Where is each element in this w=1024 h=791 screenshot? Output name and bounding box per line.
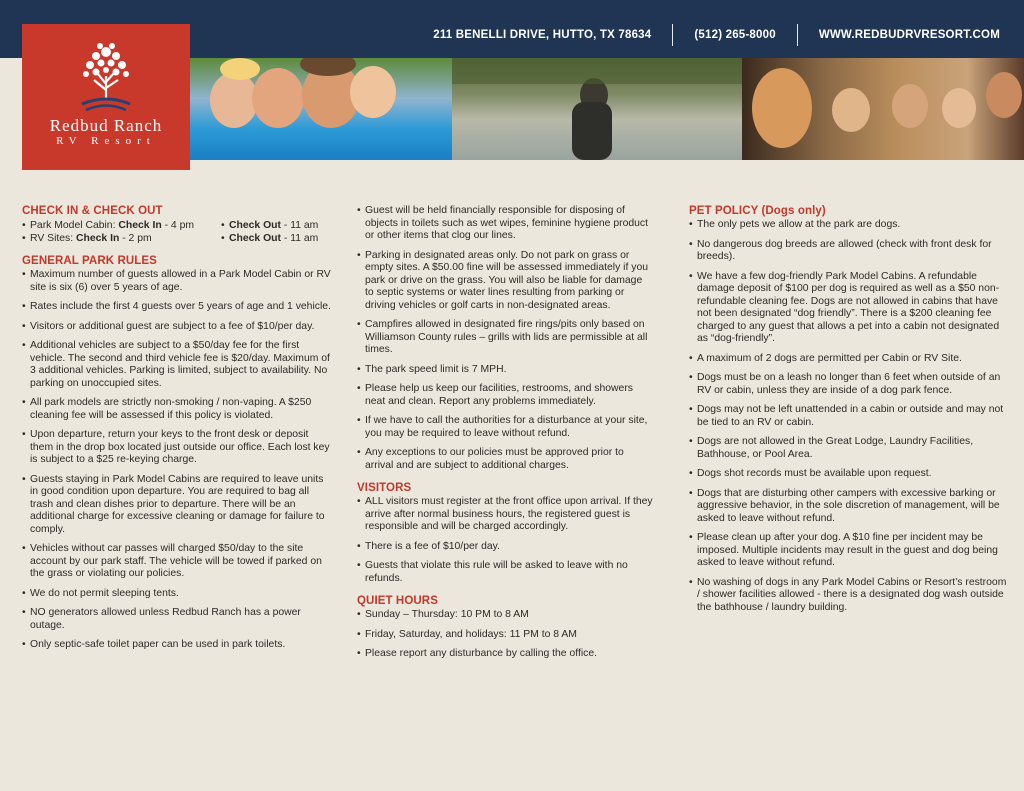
checkin-heading: CHECK IN & CHECK OUT	[22, 205, 163, 217]
quiet-hours-heading: QUIET HOURS	[357, 595, 438, 607]
list-item: • No washing of dogs in any Park Model Cabins or Resort’s restroom / shower facilities allowed - there is a designated dog wash outside the bathhouse / laundry building.	[689, 577, 1007, 615]
column-1	[22, 205, 334, 660]
quiet-hours-list	[357, 609, 653, 661]
list-item: • The only pets we allow at the park are dogs.	[689, 219, 1007, 232]
list-item: • Please clean up after your dog. A $10 fine per incident may be imposed. Multiple incidents may result in the guest and dog being asked to leave without refund.	[689, 532, 1007, 570]
list-item: • A maximum of 2 dogs are permitted per Cabin or RV Site.	[689, 353, 1007, 366]
list-item: • No dangerous dog breeds are allowed (check with front desk for breeds).	[689, 239, 1007, 264]
list-item: • Any exceptions to our policies must be approved prior to arrival and are subject to additional charges.	[357, 447, 653, 472]
list-item: • Vehicles without car passes will charged $50/day to the site account by our park staff. The vehicle will be towed if parked on the grass or violating our policies.	[22, 543, 334, 581]
pet-policy-list	[689, 219, 1007, 614]
list-item: • There is a fee of $10/per day.	[357, 541, 653, 554]
list-item: • Guests that violate this rule will be asked to leave with no refunds.	[357, 560, 653, 585]
visitors-list	[357, 496, 653, 585]
checkin-row-cabin: • Park Model Cabin: Check In - 4 pm • Check Out - 11 am	[22, 219, 334, 232]
general-rules-heading: GENERAL PARK RULES	[22, 255, 157, 267]
column-2	[357, 205, 653, 669]
list-item: • Dogs shot records must be available upon request.	[689, 468, 1007, 481]
pet-policy-section	[689, 205, 1007, 614]
list-item: • Dogs may not be left unattended in a cabin or outside and may not be tied to an RV or cabin.	[689, 404, 1007, 429]
list-item: • Please report any disturbance by calling the office.	[357, 648, 653, 661]
checkin-section	[22, 205, 334, 245]
quiet-hours-section	[357, 595, 653, 661]
phone-text: (512) 265-8000	[694, 29, 776, 41]
logo-subtitle: RV Resort	[56, 135, 156, 147]
column-3	[689, 205, 1007, 622]
list-item: • If we have to call the authorities for a disturbance at your site, you may be required to leave without refund.	[357, 415, 653, 440]
list-item: • Visitors or additional guest are subject to a fee of $10/per day.	[22, 321, 334, 334]
list-item: • Only septic-safe toilet paper can be used in park toilets.	[22, 639, 334, 652]
general-rules-section	[22, 255, 334, 652]
photo-banner	[190, 58, 1024, 160]
list-item: • We have a few dog-friendly Park Model Cabins. A refundable damage deposit of $100 per dog is required as well as a $50 non-refundable cleaning fee. Dogs are not allowed in cabins that have not been designated “dog friendly”. There is a $200 cleaning fee charged to any guest that allows a pet into a cabin not designated as “dog-friendly”.	[689, 271, 1007, 346]
list-item: • Please help us keep our facilities, restrooms, and showers neat and clean. Report any problems immediately.	[357, 383, 653, 408]
list-item: • Parking in designated areas only. Do not park on grass or empty sites. A $50.00 fine will be assessed immediately if you park or drive on the grass. You will also be liable for damage to septic systems or water lines resulting from parking or driving vehicles or golf carts in non-designated areas.	[357, 250, 653, 313]
list-item: • All park models are strictly non-smoking / non-vaping. A $250 cleaning fee will be assessed if this policy is violated.	[22, 397, 334, 422]
list-item: • Additional vehicles are subject to a $50/day fee for the first vehicle. The second and third vehicle fee is $20/day. Maximum of 3 additional vehicles. Parking is limited, subject to availability. No parking on unoccupied sites.	[22, 340, 334, 390]
list-item: • Guest will be held financially responsible for disposing of objects in toilets such as wet wipes, feminine hygiene product or other items that clog our lines.	[357, 205, 653, 243]
list-item: • Rates include the first 4 guests over 5 years of age and 1 vehicle.	[22, 301, 334, 314]
list-item: • Maximum number of guests allowed in a Park Model Cabin or RV site is six (6) over 5 years of age.	[22, 269, 334, 294]
list-item: • Dogs that are disturbing other campers with excessive barking or aggressive behavior, in the sole discretion of management, will be asked to leave without refund.	[689, 488, 1007, 526]
visitors-heading: VISITORS	[357, 482, 412, 494]
divider	[672, 24, 673, 46]
fly-fishing-photo	[452, 58, 742, 160]
list-item: • We do not permit sleeping tents.	[22, 588, 334, 601]
friends-gathering-photo	[742, 58, 1024, 160]
tree-icon	[74, 38, 138, 116]
pet-policy-heading: PET POLICY (Dogs only)	[689, 205, 826, 217]
list-item: • Upon departure, return your keys to the front desk or deposit them in the drop box located just outside our office. Each lost key is subject to a $25 re-keying charge.	[22, 429, 334, 467]
list-item: • Campfires allowed in designated fire rings/pits only based on Williamson County rules – grills with lids are permissible at all times.	[357, 319, 653, 357]
divider	[797, 24, 798, 46]
general-rules-continued-list	[357, 205, 653, 472]
visitors-section	[357, 482, 653, 585]
list-item: • The park speed limit is 7 MPH.	[357, 364, 653, 377]
contact-info	[433, 24, 1000, 46]
list-item: • Dogs are not allowed in the Great Lodge, Laundry Facilities, Bathhouse, or Pool Area.	[689, 436, 1007, 461]
list-item: • Guests staying in Park Model Cabins are required to leave units in good condition upon departure. You are required to bag all trash and clean dishes prior to departure. There will be an additional charge for excessive cleaning or damage for failure to comply.	[22, 474, 334, 537]
list-item: • Dogs must be on a leash no longer than 6 feet when outside of an RV or cabin, unless they are inside of a dog park fence.	[689, 372, 1007, 397]
list-item: • Friday, Saturday, and holidays: 11 PM to 8 AM	[357, 629, 653, 642]
checkin-row-rv: • RV Sites: Check In - 2 pm • Check Out - 11 am	[22, 232, 334, 245]
list-item: • Sunday – Thursday: 10 PM to 8 AM	[357, 609, 653, 622]
general-rules-list	[22, 269, 334, 652]
pet-policy-note: (Dogs only)	[761, 205, 826, 217]
list-item: • ALL visitors must register at the front office upon arrival. If they arrive after normal business hours, the registered guest is responsible and will be charged accordingly.	[357, 496, 653, 534]
list-item: • NO generators allowed unless Redbud Ranch has a power outage.	[22, 607, 334, 632]
brand-logo	[22, 24, 190, 170]
website-text: WWW.REDBUDRVRESORT.COM	[818, 29, 1000, 41]
logo-name: Redbud Ranch	[49, 116, 163, 135]
family-pool-photo	[190, 58, 452, 160]
address-text: 211 BENELLI DRIVE, HUTTO, TX 78634	[433, 29, 652, 41]
